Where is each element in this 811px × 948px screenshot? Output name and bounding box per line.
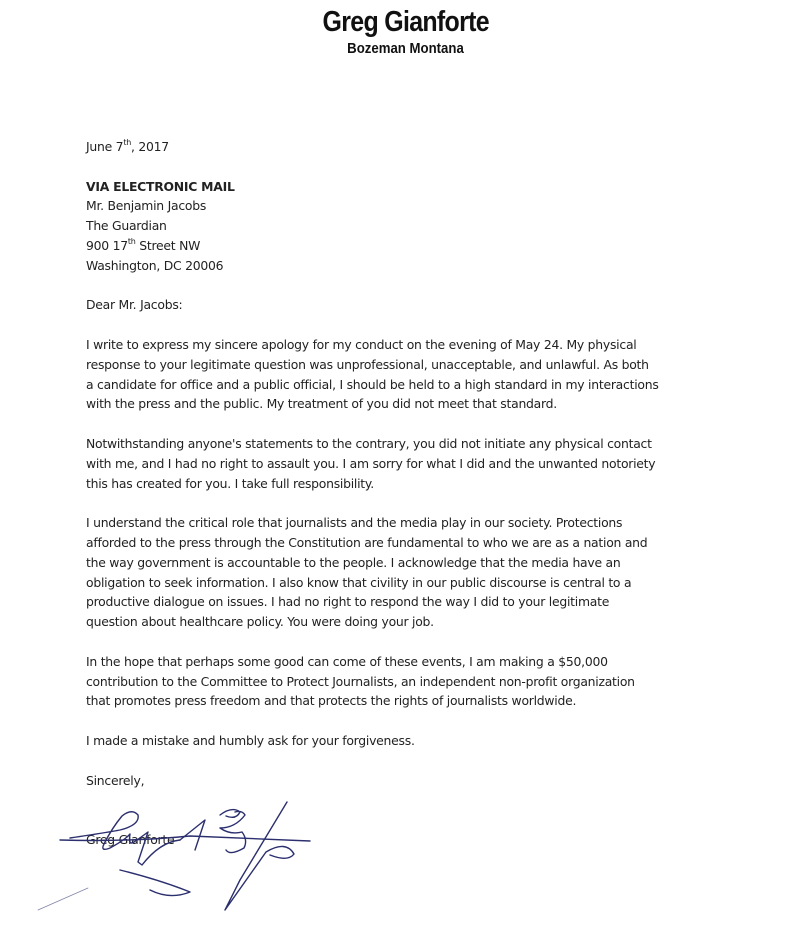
paragraph: [86, 731, 786, 751]
letter-date: [86, 137, 786, 157]
paragraph-line: this has created for you. I take full responsibility.: [86, 475, 374, 491]
paragraph: [86, 652, 786, 711]
paragraph: [86, 434, 786, 493]
recipient-name: Mr. Benjamin Jacobs: [86, 198, 207, 214]
delivery-method: VIA ELECTRONIC MAIL: [86, 178, 235, 194]
street-ordinal: th: [127, 236, 136, 246]
date-text: June 7: [86, 139, 124, 154]
paragraph-line: I understand the critical role that journalists and the media play in our society. Protections: [86, 515, 623, 531]
paragraph-line: In the hope that perhaps some good can come of these events, I am making a $50,000: [86, 653, 608, 669]
paragraph-line: obligation to seek information. I also know that civility in our public discourse is central to a: [86, 574, 632, 590]
letterhead: [0, 6, 811, 57]
letter-paragraphs: [86, 335, 786, 751]
paragraph-line: contribution to the Committee to Protect Journalists, an independent non-profit organization: [86, 673, 635, 689]
salutation: Dear Mr. Jacobs:: [86, 297, 183, 313]
closing: Sincerely,: [86, 772, 145, 788]
letterhead-name: Greg Gianforte: [322, 6, 489, 38]
paragraph-line: productive dialogue on issues. I had no right to respond the way I did to your legitimate: [86, 594, 610, 610]
signature: [30, 770, 330, 920]
street-number: 900 17: [86, 237, 128, 253]
paragraph-line: response to your legitimate question was unprofessional, unacceptable, and unlawful. As both: [86, 356, 649, 372]
paragraph-line: question about healthcare policy. You were doing your job.: [86, 614, 434, 630]
paragraph-line: Notwithstanding anyone's statements to the contrary, you did not initiate any physical contact: [86, 435, 652, 451]
date-year: , 2017: [131, 139, 169, 154]
paragraph-line: the way government is accountable to the people. I acknowledge that the media have an: [86, 554, 621, 570]
paragraph-line: a candidate for office and a public official, I should be held to a high standard in my interactions: [86, 376, 659, 392]
letter-body: [86, 137, 786, 850]
paragraph-line: that promotes press freedom and that protects the rights of journalists worldwide.: [86, 693, 577, 709]
paragraph: [86, 335, 786, 414]
date-ordinal: th: [123, 138, 132, 147]
recipient-street: [86, 236, 786, 256]
paragraph-line: I made a mistake and humbly ask for your forgiveness.: [86, 732, 415, 748]
letterhead-location: Bozeman Montana: [347, 40, 464, 57]
signer-name: Greg Gianforte: [86, 832, 175, 848]
recipient-block: [86, 177, 786, 276]
paragraph-line: I write to express my sincere apology for my conduct on the evening of May 24. My physical: [86, 336, 637, 352]
recipient-organization: The Guardian: [86, 218, 167, 234]
paragraph: [86, 513, 786, 632]
street-name: Street NW: [135, 237, 201, 253]
recipient-city: Washington, DC 20006: [86, 257, 224, 273]
paragraph-line: afforded to the press through the Constitution are fundamental to who we are as a nation and: [86, 534, 648, 550]
paragraph-line: with the press and the public. My treatment of you did not meet that standard.: [86, 396, 557, 412]
paragraph-line: with me, and I had no right to assault you. I am sorry for what I did and the unwanted notoriety: [86, 455, 656, 471]
